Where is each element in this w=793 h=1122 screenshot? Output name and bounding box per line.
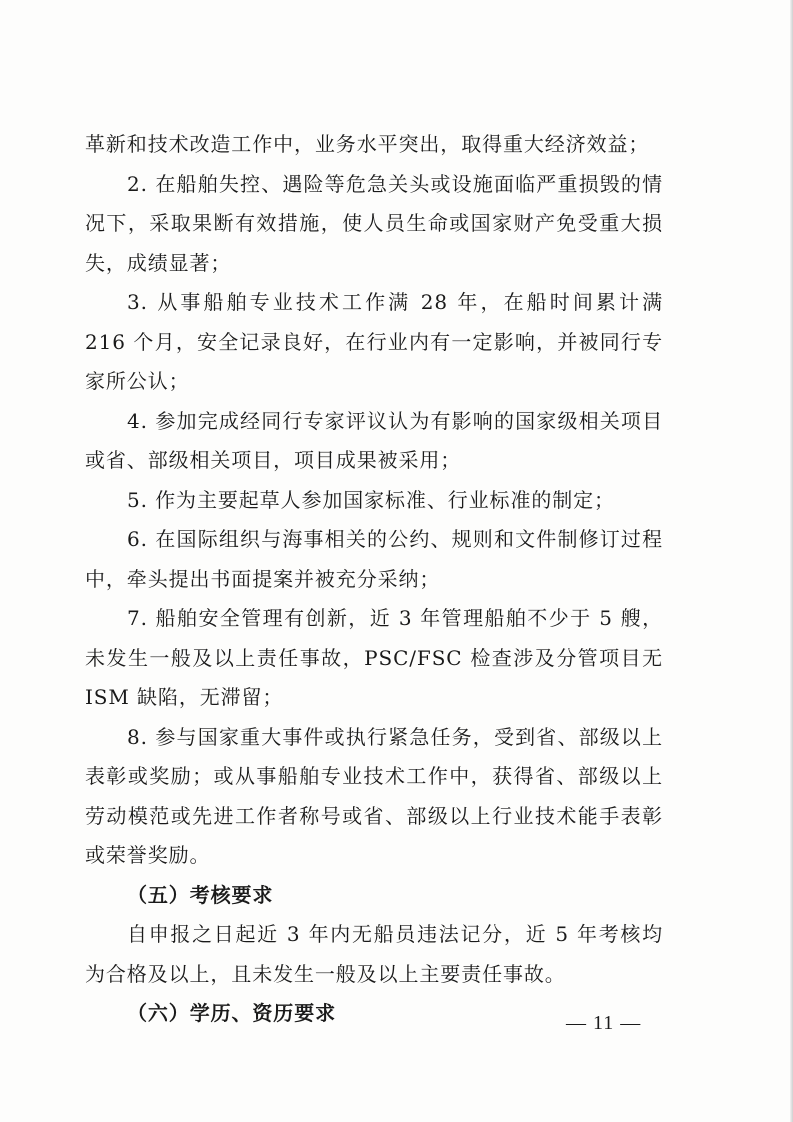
page-number: — 11 — [566, 1012, 642, 1034]
paragraph-continuation: 革新和技术改造工作中，业务水平突出，取得重大经济效益； [85, 132, 650, 156]
paragraph-item-4: 4. 参加完成经同行专家评议认为有影响的国家级相关项目或省、部级相关项目，项目成果被采用； [85, 408, 663, 472]
paragraph-assessment: 自申报之日起近 3 年内无船员违法记分，近 5 年考核均为合格及以上，且未发生一般及以上主要责任事故。 [85, 922, 663, 986]
document-body [85, 125, 663, 1034]
paragraph-item-8: 8. 参与国家重大事件或执行紧急任务，受到省、部级以上表彰或奖励；或从事船舶专业技术工作中，获得省、部级以上劳动模范或先进工作者称号或省、部级以上行业技术能手表彰或荣誉奖励。 [85, 724, 663, 867]
section-heading-assessment: （五）考核要求 [127, 882, 274, 907]
paragraph-item-2: 2. 在船舶失控、遇险等危急关头或设施面临严重损毁的情况下，采取果断有效措施，使人员生命或国家财产免受重大损失，成绩显著； [85, 171, 663, 275]
paragraph-item-7: 7. 船舶安全管理有创新，近 3 年管理船舶不少于 5 艘，未发生一般及以上责任事故，PSC/FSC 检查涉及分管项目无 ISM 缺陷，无滞留； [85, 606, 663, 709]
section-heading-education: （六）学历、资历要求 [127, 1001, 336, 1025]
paragraph-item-5: 5. 作为主要起草人参加国家标准、行业标准的制定； [127, 487, 615, 512]
paragraph-item-6: 6. 在国际组织与海事相关的公约、规则和文件制修订过程中，牵头提出书面提案并被充分采纳； [85, 527, 663, 591]
paragraph-item-3: 3. 从事船舶专业技术工作满 28 年，在船时间累计满 216 个月，安全记录良好，在行业内有一定影响，并被同行专家所公认； [85, 290, 663, 393]
